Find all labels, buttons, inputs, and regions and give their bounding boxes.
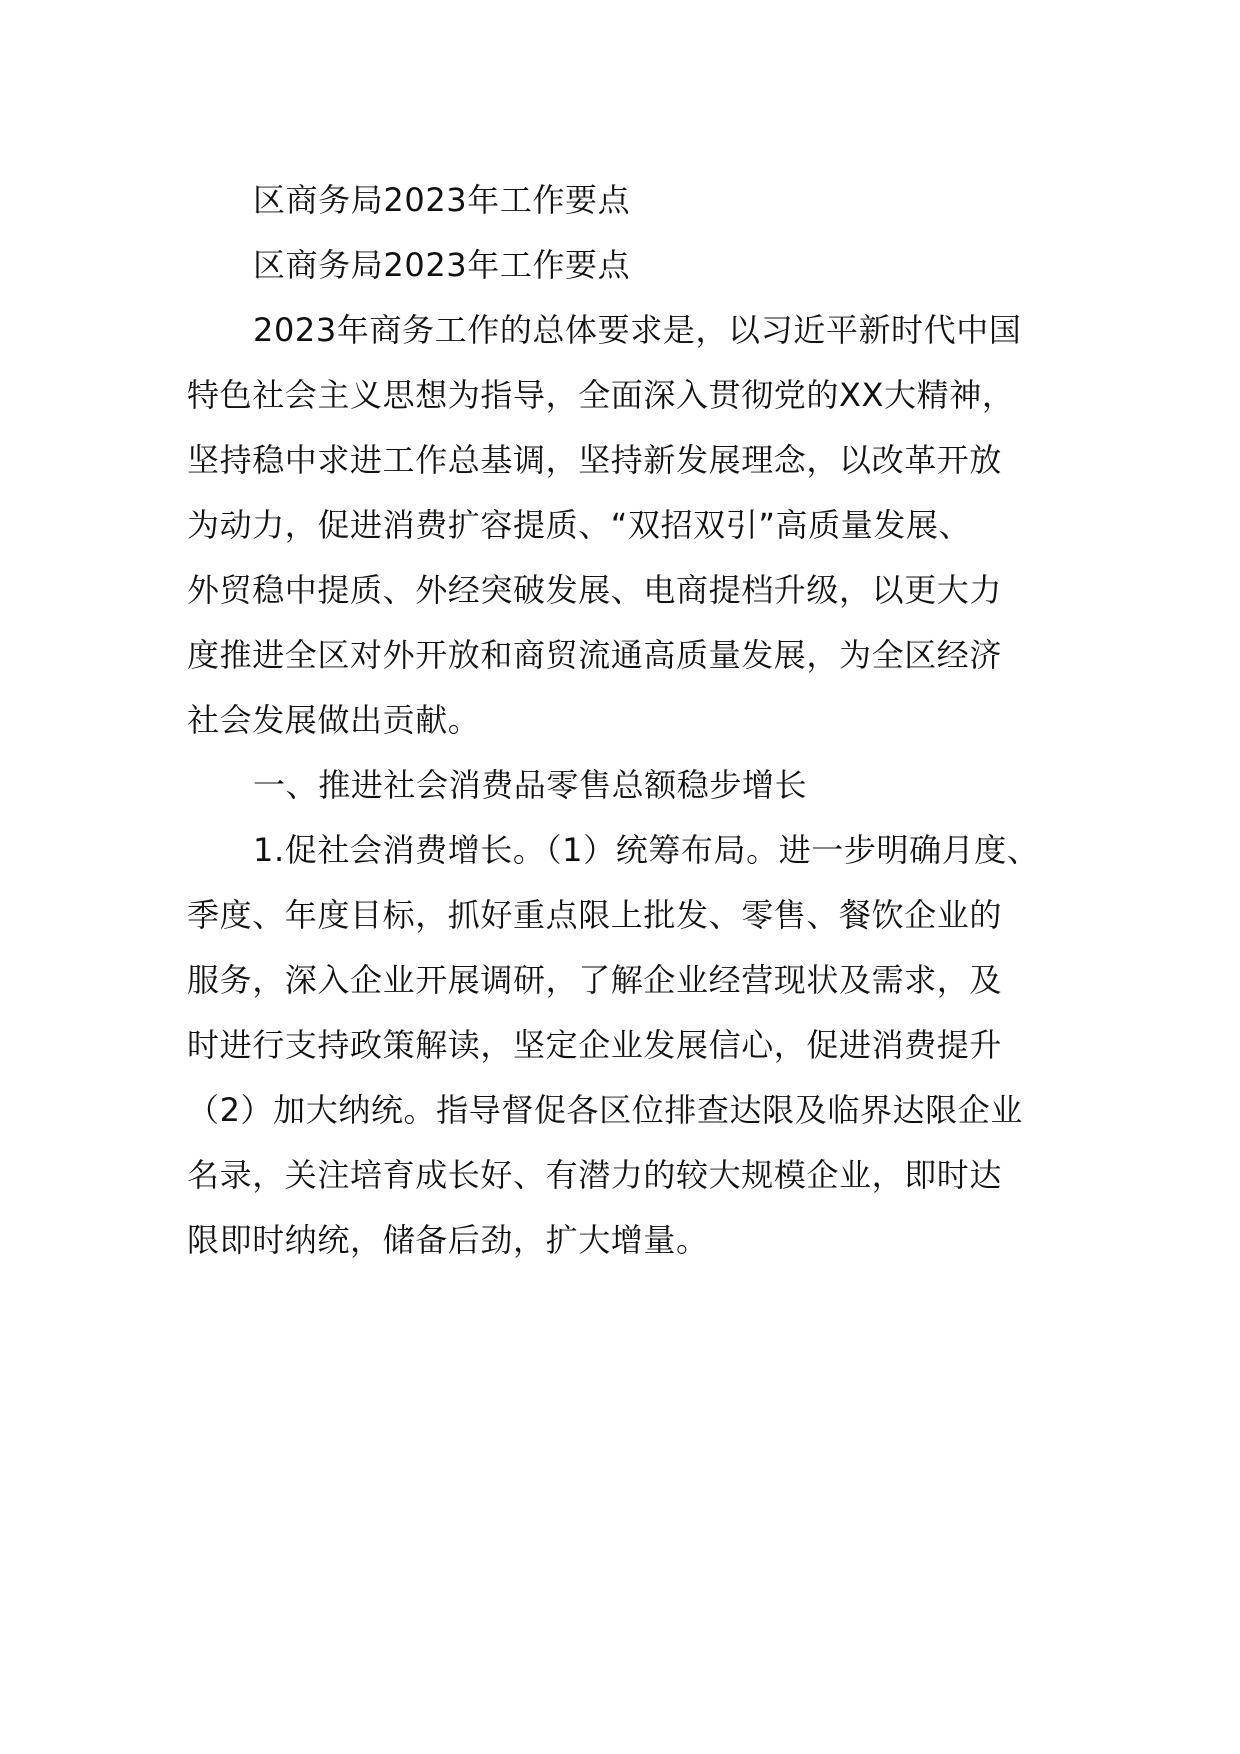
document-title-repeat: 区商务局2023年工作要点 [253, 246, 631, 284]
section-heading: 一、推进社会消费品零售总额稳步增长 [253, 766, 808, 804]
paragraph-line: 限即时纳统，储备后劲，扩大增量。 [187, 1221, 709, 1259]
paragraph-line: 名录，关注培育成长好、有潜力的较大规模企业，即时达 [187, 1156, 1003, 1194]
paragraph-line: 服务，深入企业开展调研，了解企业经营现状及需求，及 [187, 961, 1003, 999]
paragraph-line: 季度、年度目标，抓好重点限上批发、零售、餐饮企业的 [187, 896, 1003, 934]
paragraph-line: 特色社会主义思想为指导，全面深入贯彻党的XX大精神， [187, 376, 1015, 414]
paragraph-line: 社会发展做出贡献。 [187, 701, 481, 739]
paragraph-line: 外贸稳中提质、外经突破发展、电商提档升级，以更大力 [187, 571, 1003, 609]
section-1-paragraph [187, 818, 1067, 1273]
paragraph-line: 为动力，促进消费扩容提质、“双招双引”高质量发展、 [187, 506, 972, 544]
document-body [187, 168, 1067, 1273]
paragraph-line: 1.促社会消费增长。（1）统筹布局。进一步明确月度、 [253, 831, 1040, 869]
paragraph-line: 坚持稳中求进工作总基调，坚持新发展理念，以改革开放 [187, 441, 1003, 479]
paragraph-line: （2）加大纳统。指导督促各区位排查达限及临界达限企业 [187, 1091, 1023, 1129]
paragraph-line: 时进行支持政策解读，坚定企业发展信心，促进消费提升 [187, 1026, 1003, 1064]
paragraph-line: 度推进全区对外开放和商贸流通高质量发展，为全区经济 [187, 636, 1003, 674]
paragraph-line: 2023年商务工作的总体要求是，以习近平新时代中国 [253, 311, 1022, 349]
intro-paragraph [187, 298, 1067, 753]
document-title: 区商务局2023年工作要点 [253, 181, 631, 219]
